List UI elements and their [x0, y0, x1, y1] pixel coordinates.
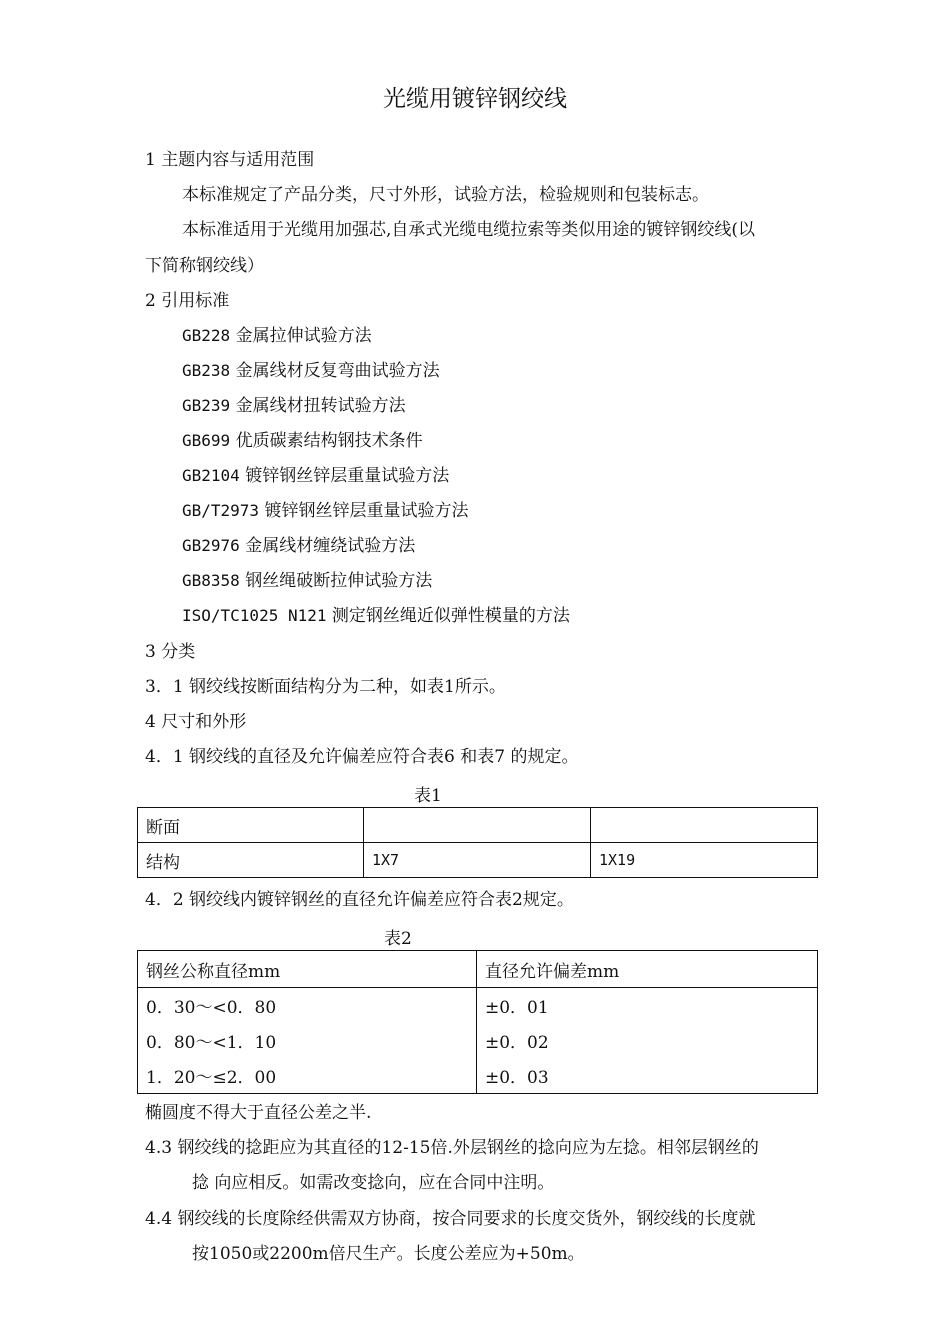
reference-name: 优质碳素结构钢技术条件	[235, 431, 423, 451]
section-4-heading: 4 尺寸和外形	[145, 712, 247, 732]
section-3-heading: 3 分类	[145, 642, 196, 662]
reference-name: 金属线材扭转试验方法	[235, 396, 406, 416]
clause-4-3-line-1: 4.3 钢绞线的捻距应为其直径的12-15倍.外层钢丝的捻向应为左捻。相邻层钢丝的	[145, 1138, 759, 1158]
table-row	[138, 1023, 818, 1058]
reference-item	[182, 359, 440, 383]
table-cell: ±0．03	[477, 1058, 818, 1094]
table-row	[138, 988, 818, 1024]
table-row	[138, 843, 818, 878]
table-cell: 1．20～≤2．00	[138, 1058, 477, 1094]
clause-4-2: 4．2 钢绞线内镀锌钢丝的直径允许偏差应符合表2规定。	[145, 890, 574, 910]
table-cell: 0．30～<0．80	[138, 988, 477, 1024]
reference-item	[182, 499, 468, 523]
reference-name: 镀锌钢丝锌层重量试验方法	[264, 501, 469, 521]
table-header-cell: 直径允许偏差mm	[477, 951, 818, 988]
table-cell	[591, 808, 818, 843]
table-header-cell: 钢丝公称直径mm	[138, 951, 477, 988]
reference-name: 测定钢丝绳近似弹性模量的方法	[331, 606, 570, 626]
document-title: 光缆用镀锌钢绞线	[383, 86, 567, 112]
reference-code: GB228	[182, 326, 231, 345]
reference-code: GB2104	[182, 466, 240, 485]
reference-code: GB238	[182, 361, 231, 380]
table-1	[137, 807, 818, 878]
clause-4-3-line-2: 捻 向应相反。如需改变捻向，应在合同中注明。	[192, 1173, 555, 1193]
reference-name: 金属拉伸试验方法	[235, 326, 372, 346]
clause-4-4-line-2: 按1050或2200m倍尺生产。长度公差应为+50m。	[192, 1244, 585, 1264]
reference-item	[182, 324, 372, 348]
table-cell: 1X7	[364, 843, 591, 878]
section-2-heading: 2 引用标准	[145, 291, 230, 311]
table-row	[138, 808, 818, 843]
table-cell: 断面	[138, 808, 364, 843]
reference-name: 钢丝绳破断拉伸试验方法	[245, 571, 433, 591]
reference-item	[182, 534, 415, 558]
reference-code: ISO/TC1025 N121	[182, 606, 327, 625]
table-2	[137, 950, 818, 1094]
reference-name: 金属线材缠绕试验方法	[245, 536, 416, 556]
table-cell: ±0．02	[477, 1023, 818, 1058]
reference-item	[182, 394, 406, 418]
reference-name: 金属线材反复弯曲试验方法	[235, 361, 440, 381]
section-1-para-2-line-2: 下简称钢绞线）	[145, 256, 264, 276]
section-1-para-2-line-1: 本标准适用于光缆用加强芯,自承式光缆电缆拉索等类似用途的镀锌钢绞线(以	[182, 220, 756, 240]
reference-code: GB/T2973	[182, 501, 260, 520]
reference-code: GB8358	[182, 571, 240, 590]
table-cell	[364, 808, 591, 843]
reference-item	[182, 429, 423, 453]
clause-4-4-line-1: 4.4 钢绞线的长度除经供需双方协商，按合同要求的长度交货外，钢绞线的长度就	[145, 1209, 756, 1229]
table-cell: ±0．01	[477, 988, 818, 1024]
reference-item	[182, 569, 432, 593]
reference-item	[182, 604, 570, 628]
table-cell: 0．80～<1．10	[138, 1023, 477, 1058]
reference-item	[182, 464, 449, 488]
table-2-caption: 表2	[384, 929, 412, 949]
table-cell: 1X19	[591, 843, 818, 878]
ellipticity-note: 椭圆度不得大于直径公差之半.	[145, 1103, 372, 1123]
clause-3-1: 3．1 钢绞线按断面结构分为二种，如表1所示。	[145, 677, 506, 697]
clause-4-1: 4．1 钢绞线的直径及允许偏差应符合表6 和表7 的规定。	[145, 747, 579, 767]
table-cell: 结构	[138, 843, 364, 878]
reference-code: GB699	[182, 431, 231, 450]
reference-name: 镀锌钢丝锌层重量试验方法	[245, 466, 450, 486]
table-header-row	[138, 951, 818, 988]
section-1-heading: 1 主题内容与适用范围	[145, 150, 315, 170]
table-1-caption: 表1	[414, 786, 442, 806]
table-row	[138, 1058, 818, 1094]
reference-code: GB2976	[182, 536, 240, 555]
reference-code: GB239	[182, 396, 231, 415]
section-1-para-1: 本标准规定了产品分类，尺寸外形，试验方法，检验规则和包装标志。	[182, 185, 709, 205]
